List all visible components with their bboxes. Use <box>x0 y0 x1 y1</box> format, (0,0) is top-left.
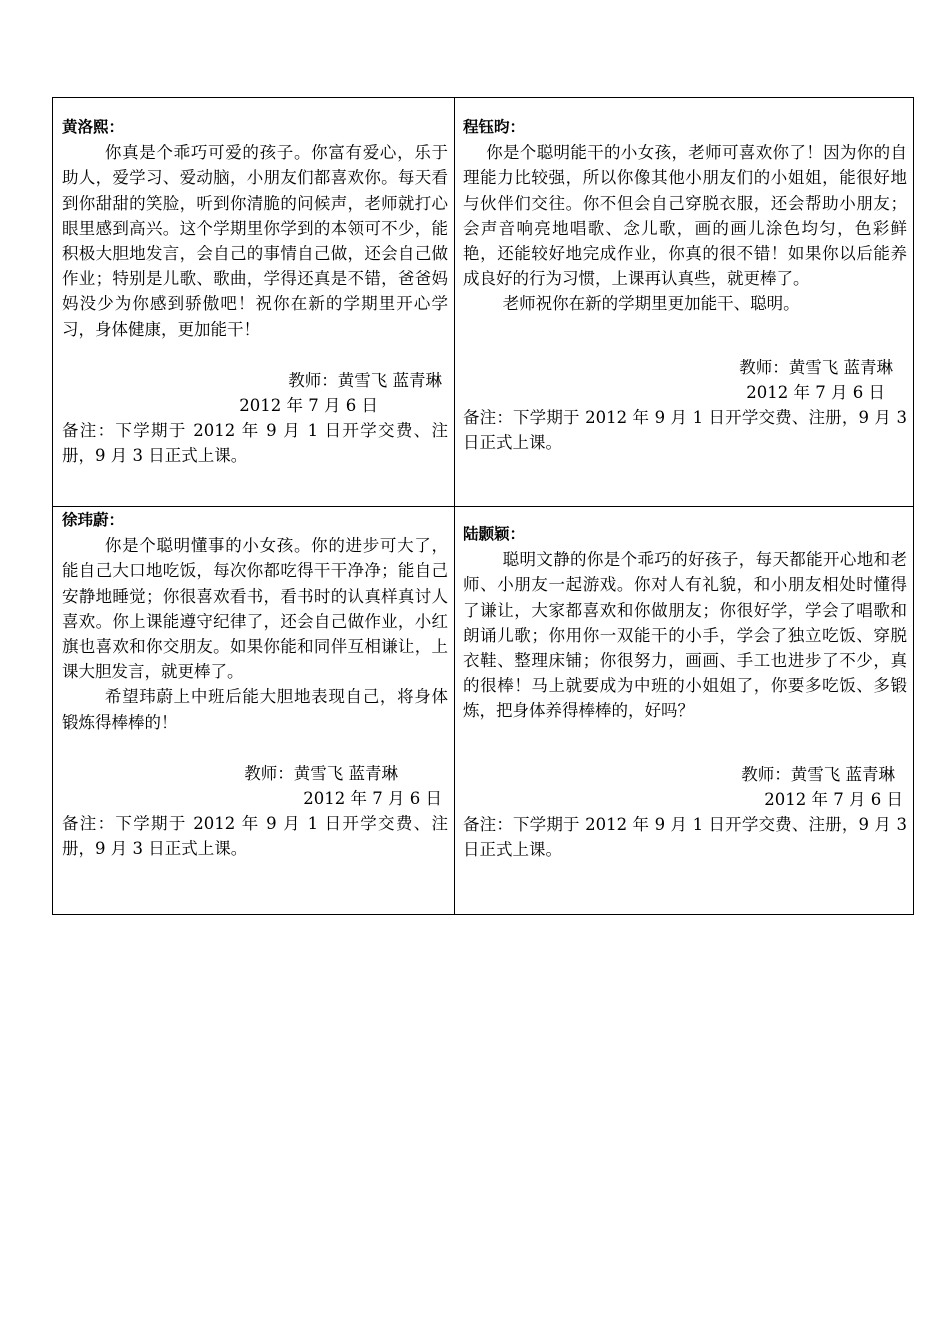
comment-paragraph: 你真是个乖巧可爱的孩子。你富有爱心，乐于助人，爱学习、爱动脑，小朋友们都喜欢你。每天看到你甜甜的笑脸，听到你清脆的问候声，老师就打心眼里感到高兴。这个学期里你学到的本领可不少，能积极大胆地发言，会自己的事情自己做，还会自己做作业；特别是儿歌、歌曲，学得还真是不错，爸爸妈妈没少为你感到骄傲吧！祝你在新的学期里开心学习，身体健康，更加能干！ <box>62 143 448 339</box>
comment-card-4 <box>463 522 907 862</box>
remark-note: 备注：下学期于 2012 年 9 月 1 日开学交费、注册，9 月 3 日正式上课。 <box>463 815 907 860</box>
student-name: 黄洛熙： <box>62 118 125 136</box>
comment-card-3 <box>62 508 448 862</box>
remark-note: 备注：下学期于 2012 年 9 月 1 日开学交费、注册，9 月 3 日正式上课。 <box>463 408 907 453</box>
comment-date: 2012 年 7 月 6 日 <box>239 396 378 416</box>
comment-paragraph: 希望玮蔚上中班后能大胆地表现自己，将身体锻炼得棒棒的！ <box>62 687 448 732</box>
remark-note: 备注：下学期于 2012 年 9 月 1 日开学交费、注册，9 月 3 日正式上课。 <box>62 421 448 466</box>
teacher-signature: 教师：黄雪飞 蓝青琳 <box>739 357 893 377</box>
teacher-signature: 教师：黄雪飞 蓝青琳 <box>288 370 442 390</box>
comment-date: 2012 年 7 月 6 日 <box>746 382 885 402</box>
comment-card-1 <box>62 115 448 469</box>
comment-date: 2012 年 7 月 6 日 <box>764 789 903 809</box>
student-name: 陆颢颖： <box>463 525 526 543</box>
teacher-signature: 教师：黄雪飞 蓝青琳 <box>741 764 895 784</box>
comment-table <box>52 97 914 915</box>
comment-paragraph: 你是个聪明能干的小女孩，老师可喜欢你了！因为你的自理能力比较强，所以你像其他小朋友们的小姐姐，能很好地与伙伴们交往。你不但会自己穿脱衣服，还会帮助小朋友；会声音响亮地唱歌、念儿歌，画的画儿涂色均匀，色彩鲜艳，还能较好地完成作业，你真的很不错！如果你以后能养成良好的行为习惯，上课再认真些，就更棒了。 <box>463 143 907 289</box>
comment-card-2 <box>463 115 907 455</box>
teacher-signature: 教师：黄雪飞 蓝青琳 <box>244 763 398 783</box>
comment-paragraph: 你是个聪明懂事的小女孩。你的进步可大了，能自己大口地吃饭，每次你都吃得干干净净；能自己安静地睡觉；你很喜欢看书，看书时的认真样真讨人喜欢。你上课能遵守纪律了，还会自己做作业，小红旗也喜欢和你交朋友。如果你能和同伴互相谦让，上课大胆发言，就更棒了。 <box>62 536 448 682</box>
comment-paragraph: 老师祝你在新的学期里更加能干、聪明。 <box>502 294 800 314</box>
row-divider <box>53 506 913 507</box>
student-name: 徐玮蔚： <box>62 511 125 529</box>
comment-paragraph: 聪明文静的你是个乖巧的好孩子，每天都能开心地和老师、小朋友一起游戏。你对人有礼貌，和小朋友相处时懂得了谦让，大家都喜欢和你做朋友；你很好学，学会了唱歌和朗诵儿歌；你用你一双能干的小手，学会了独立吃饭、穿脱衣鞋、整理床铺；你很努力，画画、手工也进步了不少，真的很棒！马上就要成为中班的小姐姐了，你要多吃饭、多锻炼，把身体养得棒棒的，好吗？ <box>463 550 907 721</box>
remark-note: 备注：下学期于 2012 年 9 月 1 日开学交费、注册，9 月 3 日正式上课。 <box>62 814 448 859</box>
comment-date: 2012 年 7 月 6 日 <box>303 789 442 809</box>
student-name: 程钰昀： <box>463 118 526 136</box>
